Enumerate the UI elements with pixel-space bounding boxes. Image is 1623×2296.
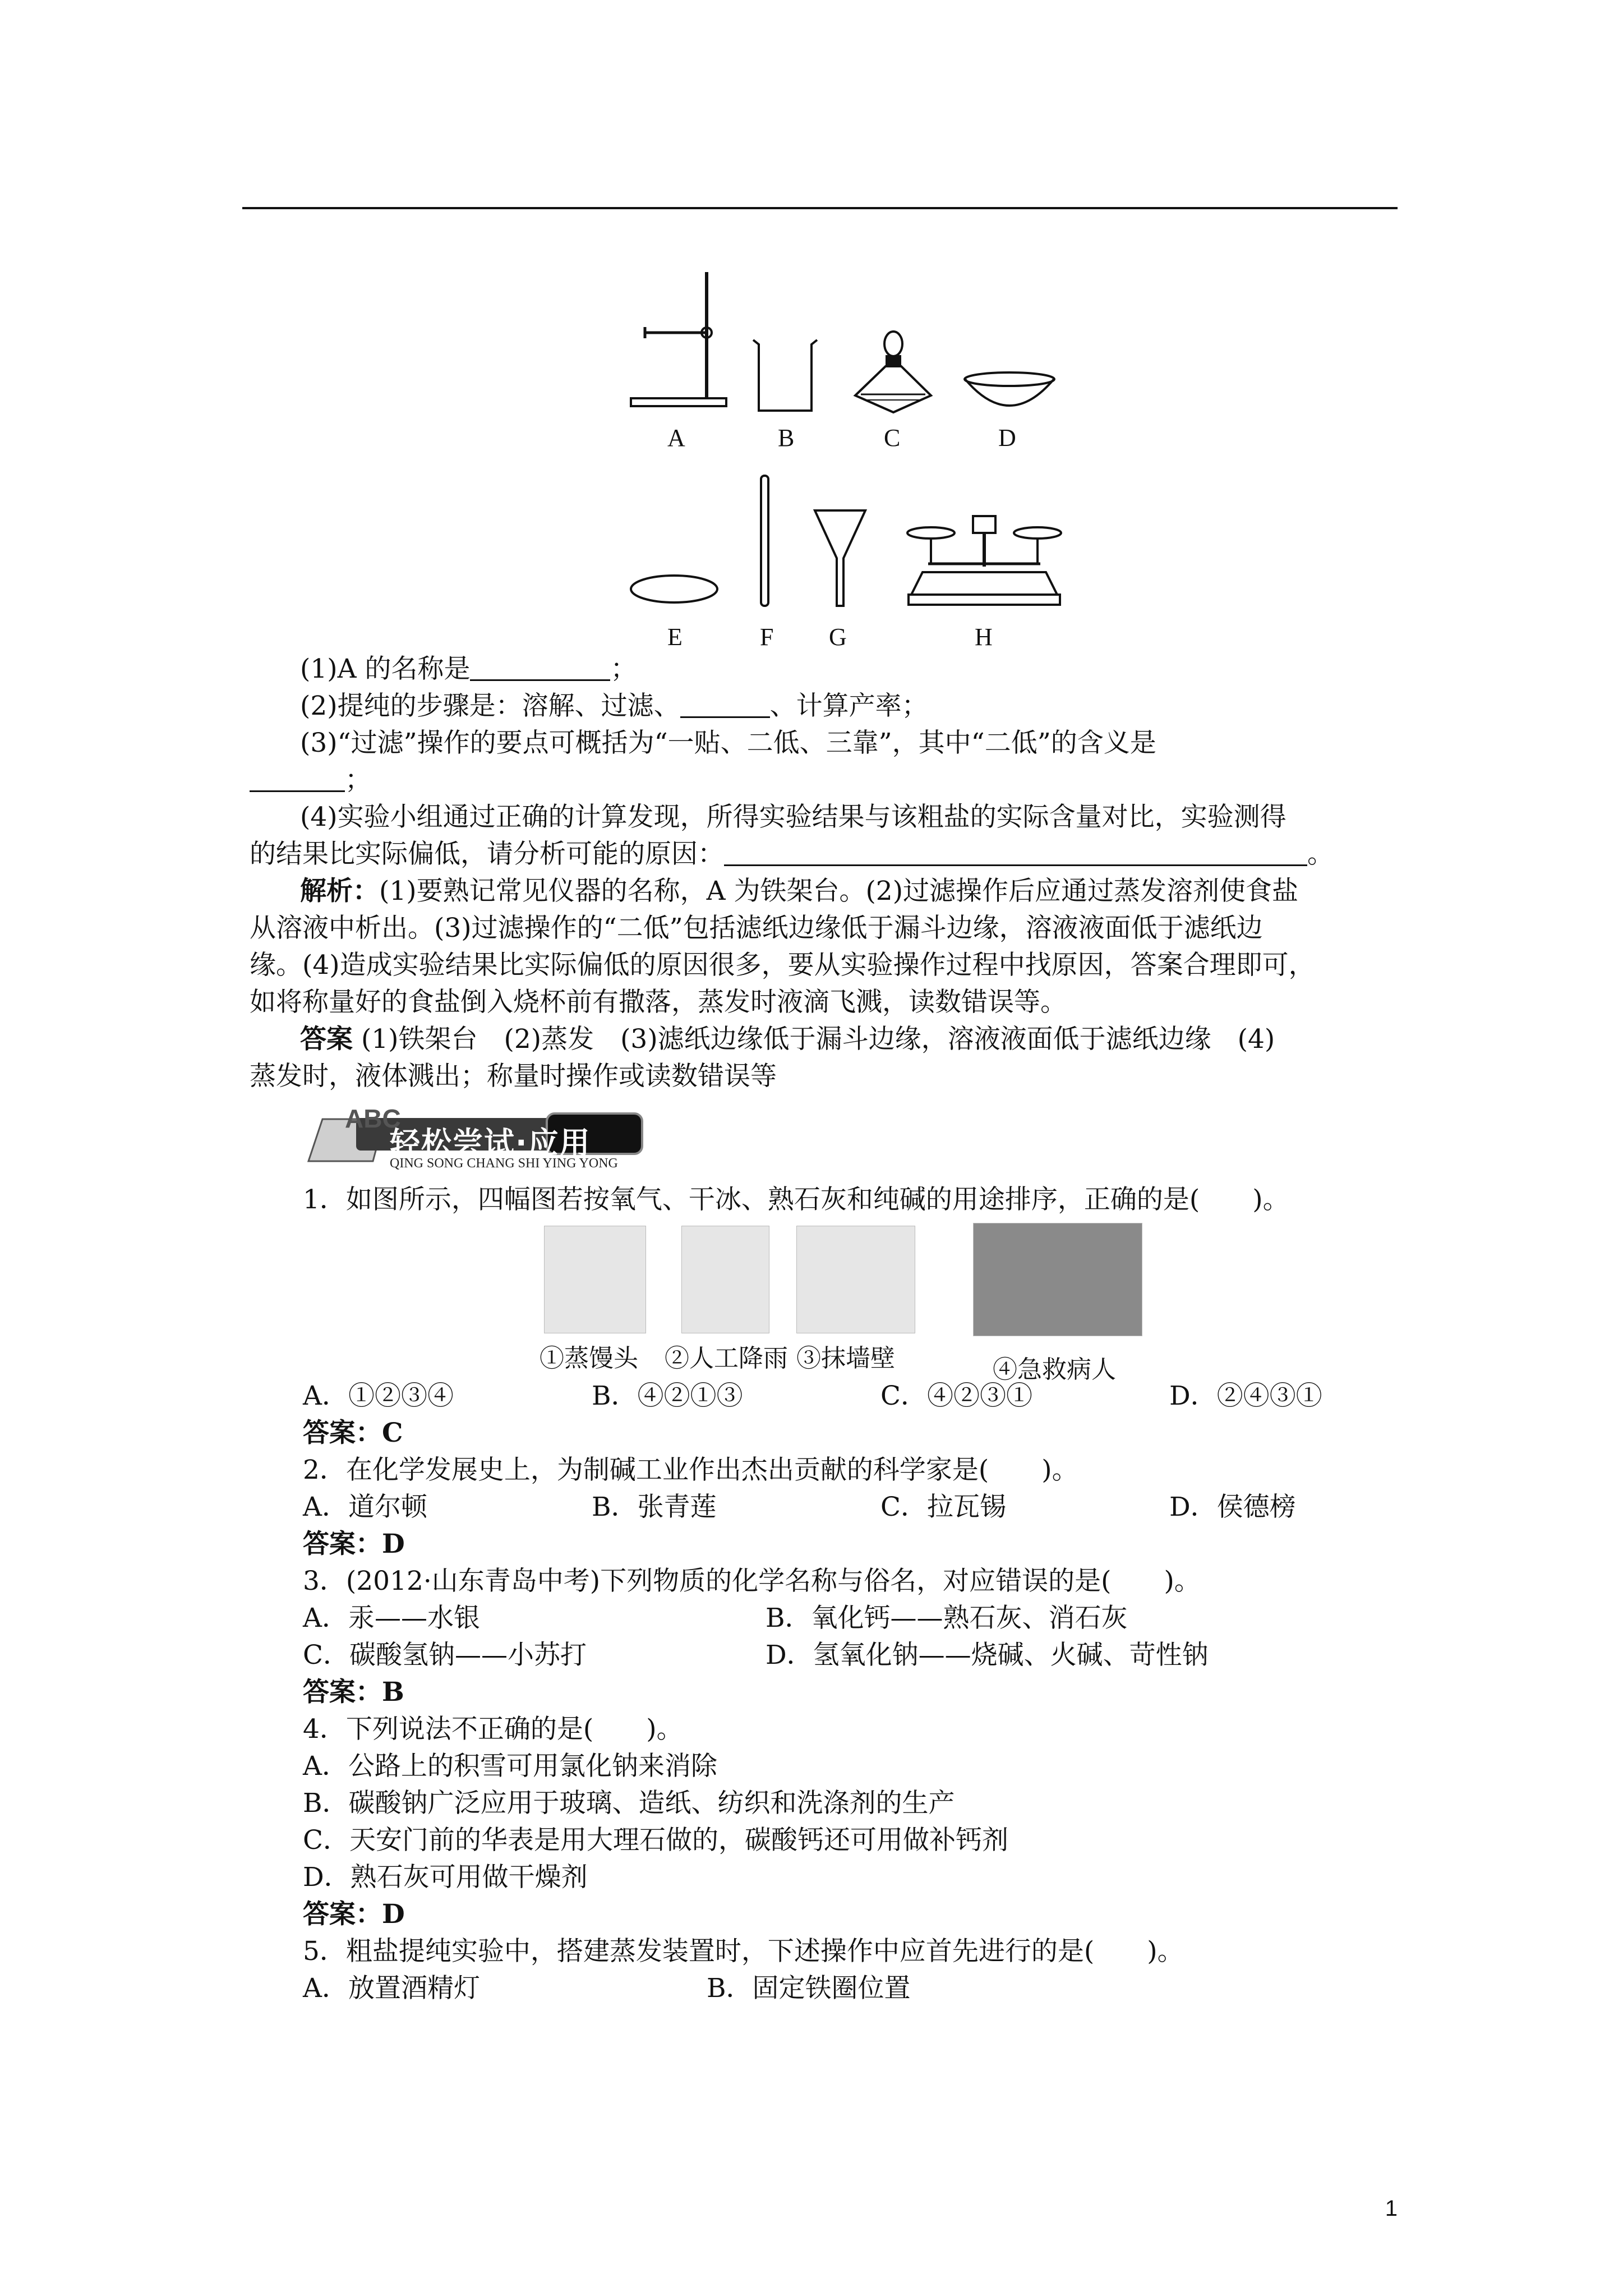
- banner-title: 轻松尝试·应用: [390, 1125, 591, 1161]
- analysis-label: 解析：: [300, 876, 379, 907]
- question-4: (4)实验小组通过正确的计算发现，所得实验结果与该粗盐的实际含量对比，实验测得: [300, 802, 1287, 832]
- label-c: C: [884, 424, 901, 452]
- exercise-3-stem: 3．(2012·山东青岛中考)下列物质的化学名称与俗名，对应错误的是( )。: [303, 1566, 1201, 1596]
- answer-label: 答案: [300, 1024, 353, 1055]
- question-3-cont: ；: [250, 762, 371, 799]
- option: A．公路上的积雪可用氯化钠来消除: [303, 1751, 717, 1782]
- question-2: (2)提纯的步骤是：溶解、过滤、 、计算产率；: [300, 691, 928, 721]
- wall-plastering-image: [796, 1226, 915, 1333]
- answer-line-2: 蒸发时，液体溅出；称量时操作或读数错误等: [250, 1061, 777, 1092]
- exercise-5-stem: 5．粗盐提纯实验中，搭建蒸发装置时，下述操作中应首先进行的是( )。: [303, 1936, 1184, 1967]
- question-1: (1)A 的名称是 ；: [300, 654, 637, 684]
- exercise-2-stem: 2．在化学发展史上，为制碱工业作出杰出贡献的科学家是( )。: [303, 1455, 1078, 1485]
- beaker-icon: [749, 337, 822, 415]
- question-4-cont: 的结果比实际偏低，请分析可能的原因： 。: [250, 839, 1334, 869]
- analysis-line-3: 缘。(4)造成实验结果比实际偏低的原因很多，要从实验操作过程中找原因，答案合理即可，: [250, 950, 1315, 981]
- image-caption-2: ②人工降雨: [665, 1344, 788, 1373]
- option: D．熟石灰可用做干燥剂: [303, 1862, 588, 1893]
- option: A．放置酒精灯: [303, 1973, 480, 2004]
- option: B．④②①③: [592, 1381, 743, 1411]
- blank: [680, 691, 770, 718]
- iron-stand-icon: [628, 266, 729, 415]
- funnel-icon: [812, 508, 868, 609]
- option: B．碳酸钠广泛应用于玻璃、造纸、纺织和洗涤剂的生产: [303, 1788, 955, 1819]
- option: A．①②③④: [303, 1381, 454, 1411]
- blank: [724, 839, 1307, 866]
- analysis-line-1: 解析：(1)要熟记常见仪器的名称，A 为铁架台。(2)过滤操作后应通过蒸发溶剂使食盐: [300, 876, 1299, 907]
- option: B．固定铁圈位置: [707, 1973, 911, 2004]
- answer-line-1: 答案 (1)铁架台 (2)蒸发 (3)滤纸边缘低于漏斗边缘，溶液液面低于滤纸边缘 (4): [300, 1024, 1275, 1055]
- exercise-1-answer: 答案：C: [303, 1418, 403, 1448]
- exercise-4-stem: 4．下列说法不正确的是( )。: [303, 1714, 683, 1745]
- option: B．张青莲: [592, 1492, 717, 1522]
- option: A．道尔顿: [303, 1492, 427, 1522]
- option: A．汞——水银: [303, 1603, 480, 1634]
- steamed-bun-image: [544, 1226, 646, 1333]
- blank: [250, 765, 345, 792]
- option: D．侯德榜: [1169, 1492, 1296, 1522]
- image-caption-3: ③抹墙壁: [796, 1344, 895, 1373]
- option: C．碳酸氢钠——小苏打: [303, 1640, 587, 1671]
- section-banner: [306, 1104, 676, 1177]
- label-d: D: [998, 424, 1016, 452]
- evaporating-dish-icon: [962, 370, 1057, 415]
- exercise-2-answer: 答案：D: [303, 1529, 405, 1559]
- page-number: 1: [1385, 2196, 1398, 2221]
- alcohol-lamp-icon: [850, 328, 937, 418]
- exercise-1-stem: 1．如图所示，四幅图若按氧气、干冰、熟石灰和纯碱的用途排序，正确的是( )。: [303, 1184, 1289, 1215]
- blank: [470, 654, 610, 681]
- option: B．氧化钙——熟石灰、消石灰: [766, 1603, 1128, 1634]
- analysis-line-4: 如将称量好的食盐倒入烧杯前有撒落，蒸发时液滴飞溅，读数错误等。: [250, 987, 1067, 1018]
- option: C．④②③①: [880, 1381, 1032, 1411]
- emergency-patient-image: [973, 1223, 1142, 1336]
- banner-subtitle: QING SONG CHANG SHI YING YONG: [390, 1156, 618, 1171]
- option: D．氢氧化钠——烧碱、火碱、苛性钠: [766, 1640, 1209, 1671]
- option: C．天安门前的华表是用大理石做的，碳酸钙还可用做补钙剂: [303, 1825, 1008, 1856]
- analysis-line-2: 从溶液中析出。(3)过滤操作的“二低”包括滤纸边缘低于漏斗边缘，溶液液面低于滤纸边: [250, 913, 1263, 944]
- exercise-4-answer: 答案：D: [303, 1899, 405, 1930]
- image-caption-4: ④急救病人: [993, 1355, 1116, 1384]
- image-caption-1: ①蒸馒头: [540, 1344, 638, 1373]
- banner-letter-c: ABC: [345, 1104, 401, 1133]
- label-e: E: [667, 623, 683, 651]
- balance-scale-icon: [906, 510, 1063, 609]
- label-f: F: [760, 623, 774, 651]
- watch-glass-icon: [628, 572, 721, 606]
- question-3: (3)“过滤”操作的要点可概括为“一贴、二低、三靠”，其中“二低”的含义是: [300, 728, 1156, 758]
- label-b: B: [778, 424, 795, 452]
- glass-rod-icon: [758, 474, 772, 609]
- label-a: A: [667, 424, 685, 452]
- exercise-3-answer: 答案：B: [303, 1677, 404, 1708]
- option: C．拉瓦锡: [880, 1492, 1006, 1522]
- rain-seeding-image: [681, 1226, 769, 1333]
- option: D．②④③①: [1169, 1381, 1322, 1411]
- header-rule: [242, 207, 1398, 209]
- label-h: H: [975, 623, 993, 651]
- label-g: G: [829, 623, 847, 651]
